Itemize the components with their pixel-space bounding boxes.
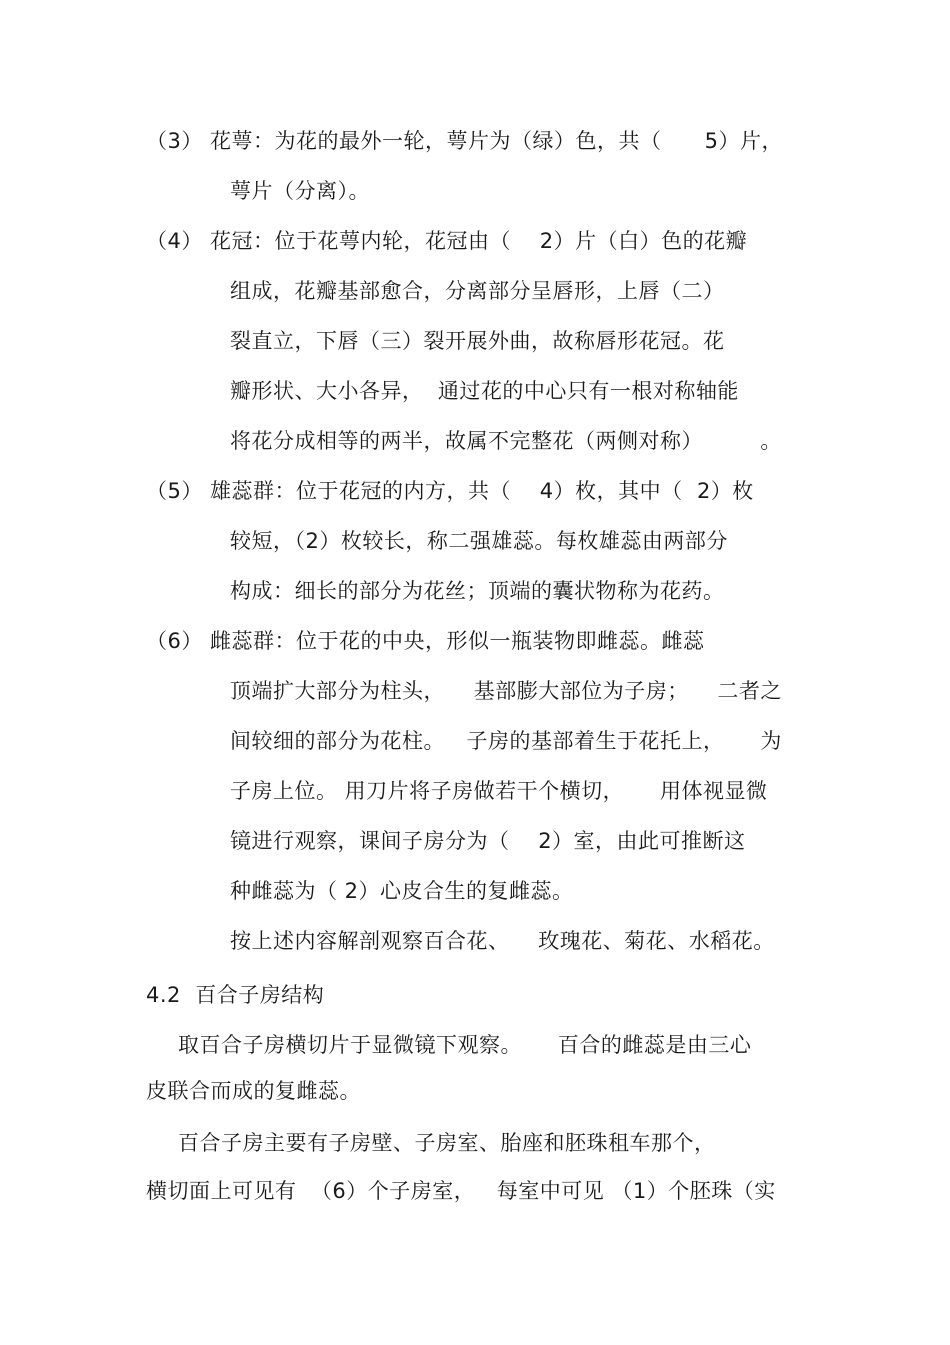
text-line: （3） 花萼：为花的最外一轮，萼片为（绿）色，共（ 5）片， — [146, 129, 783, 153]
text-line: 种雌蕊为（ 2）心皮合生的复雌蕊。 — [230, 879, 574, 903]
text-line: 瓣形状、大小各异， 通过花的中心只有一根对称轴能 — [230, 379, 739, 403]
text-line: 皮联合而成的复雌蕊。 — [146, 1079, 361, 1103]
text-line: 百合子房主要有子房壁、子房室、胎座和胚珠租车那个， — [178, 1131, 716, 1155]
text-line: （5） 雄蕊群：位于花冠的内方，共（ 4）枚，其中（ 2）枚 — [146, 479, 754, 503]
text-line: 按上述内容解剖观察百合花、 玫瑰花、菊花、水稻花。 — [230, 929, 775, 953]
text-line: 将花分成相等的两半，故属不完整花（两侧对称） 。 — [230, 429, 782, 453]
text-line: 顶端扩大部分为柱头， 基部膨大部位为子房； 二者之 — [230, 679, 782, 703]
text-line: 较短，（2）枚较长，称二强雄蕊。每枚雄蕊由两部分 — [230, 529, 728, 553]
text-line: 裂直立，下唇（三）裂开展外曲，故称唇形花冠。花 — [230, 329, 725, 353]
section-heading: 4.2 百合子房结构 — [146, 983, 325, 1007]
text-line: （6） 雌蕊群：位于花的中央，形似一瓶装物即雌蕊。雌蕊 — [146, 629, 705, 653]
text-line: 萼片（分离）。 — [230, 179, 370, 203]
text-line: 横切面上可见有 （6）个子房室， 每室中可见 （1）个胚珠（实 — [146, 1179, 776, 1203]
text-line: （4） 花冠：位于花萼内轮，花冠由（ 2）片（白）色的花瓣 — [146, 229, 748, 253]
text-line: 取百合子房横切片于显微镜下观察。 百合的雌蕊是由三心 — [178, 1033, 752, 1057]
text-line: 组成，花瓣基部愈合，分离部分呈唇形，上唇（二） — [230, 279, 725, 303]
text-line: 镜进行观察，课间子房分为（ 2）室，由此可推断这 — [230, 829, 746, 853]
text-line: 子房上位。 用刀片将子房做若干个横切， 用体视显微 — [230, 779, 768, 803]
text-line: 构成：细长的部分为花丝；顶端的囊状物称为花药。 — [230, 579, 725, 603]
text-line: 间较细的部分为花柱。 子房的基部着生于花托上， 为 — [230, 729, 782, 753]
